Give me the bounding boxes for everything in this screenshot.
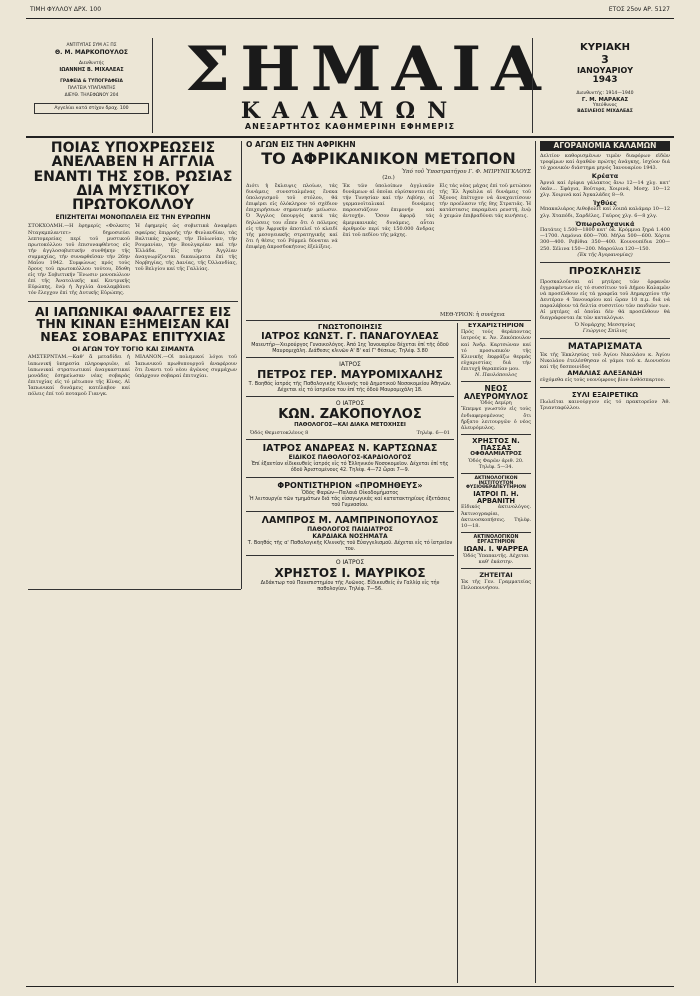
ad-panagouleas-body: Μαιευτήρ—Χειρούργος Γυναικολόγος. Ἀπό 1ης Ἰανουαρίου δέχεται ἐπί τῆς ὁδοῦ Μαυρομιχάλη. Διάθεσις κλινῶν Α' Β' καί Γ' θέσεως. Τηλέφ. 3.80 bbox=[251, 342, 449, 355]
owner-name: Θ. Μ. ΜΑΡΚΟΠΟΥΛΟΣ bbox=[55, 49, 128, 56]
subhead-monopoly: ΕΠΙΖΗΤΕΙΤΑΙ ΜΟΝΟΠΩΛΕΙΑ ΕΙΣ ΤΗΝ ΕΥΡΩΠΗΝ bbox=[55, 214, 211, 222]
sale-title: ΣΥΛΙ ΕΞΑΙΡΕΤΙΚΩ bbox=[571, 390, 639, 399]
ad-passas-body: Ὁδός Φαρῶν ἀριθ. 20. Τηλέφ. 5—34. bbox=[468, 457, 524, 470]
wanted-title: ΖΗΤΕΙΤΑΙ bbox=[479, 570, 513, 579]
ad-panagouleas-title: ΙΑΤΡΟΣ ΚΩΝΣΤ. Γ. ΠΑΝΑΓΟΥΛΕΑΣ bbox=[261, 331, 439, 342]
ad-kartsonas-body: Ἐπί ἐξαετίαν εἰδικευθείς ἰατρός εἰς τό Ἑλληνικόν Νοσοκομεῖον. Δέχεται ἐπί τῆς ὁδοῦ Ἀριστομένους 42. Τηλέφ. 4—72 ὥραι 7—9. bbox=[251, 461, 449, 474]
price-label: ΤΙΜΗ ΦΥΛΛΟΥ ΔΡΧ. 100 bbox=[30, 6, 102, 13]
africa-label: Ο ΑΓΩΝ ΕΙΣ ΤΗΝ ΑΦΡΙΚΗΝ bbox=[246, 141, 356, 149]
top-info-line bbox=[30, 6, 670, 16]
africa-col-a: Διότι ἡ ἔκλειψις πλοίων, τάς δυνάμεις συνεσταλμένας ἕνεκα ὑπολογισμοῦ τοῦ στόλου, θά ἐπιφέρει εἰς ὁλόκληρον τό σχέδιον ἐπιχειρήσεων σημαντικήν μείωσιν. Ὁ Ἄγγλος ὑπουργός κατά τάς δηλώσεις του εἶπεν ὅτι ὁ πόλεμος εἰς τήν Ἀφρικήν ἀποτελεῖ τό κλειδί τῆς μεσογειακῆς στρατηγικῆς καί ὅτι ἡ θέσις τοῦ Ρόμμελ δύναται νά ἐπιφέρῃ ἀπροσδοκήτους ἐξελίξεις. bbox=[246, 182, 338, 250]
ad-lamprinopoulos-body: Τ. Βοηθός τῆς α' Παθολογικῆς Κλινικῆς τοῦ Εὐαγγελισμοῦ. Δέχεται εἰς τό ἰατρεῖον του. bbox=[247, 539, 453, 552]
mast-divider-right bbox=[532, 38, 533, 133]
mill-title: ΝΕΟΣ ΑΛΕΥΡΟΜΥΛΟΣ bbox=[463, 384, 529, 401]
director-title: Διευθυντής bbox=[78, 61, 105, 66]
weddings-title: ΜΑΤΑΡΙΣΜΑΤΑ bbox=[567, 341, 643, 352]
market-footer: (Ἐκ τῆς Ἀγορανομίας) bbox=[577, 251, 633, 258]
thanks-title: ΕΥΧΑΡΙΣΤΗΡΙΟΝ bbox=[467, 323, 524, 329]
mill-body: Ἔπεμψε γνωστόν εἰς τούς ἐνδιαφερομένους ὅτι ἤρξατο λειτουργῶν ὁ νέος ἀλευρόμυλος. bbox=[461, 406, 531, 431]
ad-prometheus-sub: Ὁδός Φαρῶν—Παλαιά Οἰκοδομήματος bbox=[301, 489, 399, 496]
article-japan-col-a: ΑΜΣΤΕΡΝΤΑΜ.—Καθ' ἃ μεταδίδει ἡ ἰαπωνική ὑπηρεσία πληροφοριῶν, αἱ ἰαπωνικαί στρατιωτικαί ἀναγκαστικαί μονάδες ἐσημείωσαν νέας σοβαράς ἐπιτυχίας εἰς τό μέτωπον τῆς Κίνας. Αἱ Ἰαπωνικαί δυνάμεις κατέλαβον καί πόλεις ἐπί τοῦ ποταμοῦ Γιανγκ. bbox=[28, 354, 130, 397]
thanks-sign: Ν. Παυλόπουλος bbox=[475, 371, 517, 378]
divider-middle bbox=[457, 323, 458, 983]
market-meat-body: Ἀρνιά καί ἐρίφια γάλακτος ἄνω 12—14 χλγ. κατ' ὀκᾶν... Σφάγια, Βοῦτυρα, Χοιρινά, Μοσχ. 10—12 χλγ. Χοιρινά καί Ἀγκαλάδες 8—9. bbox=[540, 179, 670, 198]
column-right bbox=[540, 141, 670, 983]
ad-arvaniti-body: Εἰδικός ἀκτινολόγος. Ἀκτινογραφίαι, ἀκτινοσκοπήσεις. Τηλέφ. 10—18. bbox=[461, 504, 531, 529]
africa-byline: Ὑπό τοῦ Ὑποστρατήγου Γ. Φ. ΜΠΡΥΝΙΓΚΛΟΥΣ bbox=[401, 168, 531, 175]
ad-arvaniti-pre: ΑΚΤΙΝΟΛΟΓΙΚΟΝ ΙΝΣΤΙΤΟΥΤΟΝ ΦΥΣΙΟΘΕΡΑΠΕΥΤΗΡΙΟΝ bbox=[465, 475, 527, 491]
newspaper-tagline: ΑΝΕΞΑΡΤΗΤΟΣ ΚΑΘΗΜΕΡΙΝΗ ΕΦΗΜΕΡΙΣ bbox=[244, 122, 456, 131]
sale-body: Πωλεῖται καινούργιον εἰς τό πρακτορεῖον Ἀθ. Τριανταφύλλου. bbox=[540, 399, 670, 412]
ad-mavrikos-pre: Ο ΙΑΤΡΟΣ bbox=[335, 558, 365, 566]
market-veg-body: Πατάτες 1.500—1800 κατ' ὀκ. Κρόμμυα ξηρά 1.400—1700. Λεμόνια 600—700. Μήλα 500—600. Χόρτα 300—400. Ρεβίθια 350—400. Κουνουπίδια 200—250. Σέλινα 150—200. Μαρούλια 120—150. bbox=[540, 227, 670, 252]
masthead-bottom-rule bbox=[26, 136, 674, 138]
ad-mavromichalis-title: ΠΕΤΡΟΣ ΓΕΡ. ΜΑΥΡΟΜΙΧΑΛΗΣ bbox=[257, 368, 443, 382]
ad-kartsonas-sub: ΕΙΔΙΚΟΣ ΠΑΘΟΛΟΓΟΣ-ΚΑΡΔΙΟΛΟΓΟΣ bbox=[288, 454, 412, 462]
market-fish-body: Μπακαλιάρος Λιθοβολίτ καί λοιπά καλάμαρ 10—12 χλγ. Χταπόδι, Σαρδέλες, Γαῦρος χλγ. 6—8 χλγ. bbox=[540, 206, 670, 219]
ad-zakopoulos-pre: Ο ΙΑΤΡΟΣ bbox=[335, 400, 365, 408]
publisher-name: ΒΑΣΙΛΕΙΟΣ ΜΙΧΑΛΕΑΣ bbox=[577, 109, 633, 114]
divider-right bbox=[535, 141, 536, 983]
month: ΙΑΝΟΥΑΡΙΟΥ bbox=[576, 66, 634, 75]
weddings-body-2: εὐχόμεθα εἰς τούς νεονύμφους βίον ἀνθόσπαρτον. bbox=[540, 376, 666, 383]
africa-part: (2ο.) bbox=[382, 174, 395, 181]
article-britain-russia-col-b: Ἡ ἐφημερίς ὡς σοβιετικά ἀναφέρει σφαίρας ἐπιρροῆς τήν Φινλανδίαν, τάς Βαλτικάς χώρας, τήν Πολωνίαν, τήν Ρουμανίαν, τήν Βουλγαρίαν καί τήν Ἑλλάδα. Εἰς τήν Ἀγγλίαν ἀναγνωρίζονται δικαιώματα ἐπί τῆς Νορβηγίας, τῆς Δανίας, τῆς Ὀλλανδίας, τοῦ Βελγίου καί τῆς Γαλλίας. bbox=[135, 223, 237, 273]
bottom-rule bbox=[26, 986, 674, 987]
article-britain-russia-col-a: ΣΤΟΚΧΟΛΜΗ.—Η ἐφημερίς «Φολκετς Νταγκμπλαντετ» δημοσιεύει λεπτομερείας περί τοῦ μυστικοῦ πρωτοκόλλου τοῦ ἐπισυναφθέντος εἰς τήν ἀγγλοσοβιετικήν συνθήκην τῆς συμμαχίας, τήν συναφθεῖσαν τήν 26ην Μαΐου 1942. Συμφώνως πρός τούς ὅρους τοῦ πρωτοκόλλου τούτου, ἔδοθη εἰς τήν Σοβιετικήν Ἕνωσιν μονοπώλιον ἐπί τῆς Ἀνατολικῆς καί Κεντρικῆς Εὐρώπης, ἐνῷ ἡ Ἀγγλία ἀναλαμβάνει τόν ἔλεγχον ἐπί τῆς Δυτικῆς Εὐρώπης. bbox=[28, 223, 130, 297]
notice-label: ΓΝΩΣΤΟΠΟΙΗΣΙΣ bbox=[317, 323, 383, 331]
wanted-body: Ἐκ τῆς Γεν. Γραμματείας Πελοποννήσου. bbox=[461, 578, 531, 591]
africa-col-c: Εἰς τάς νέας μάχας ἐπί τοῦ μετώπου τῆς Ἐλ Ἀγκέιλα αἱ δυνάμεις τοῦ Ἄξονος ἐπέτυχον νά ἀναχαιτίσουν τήν προέλασιν τῆς 8ης Στρατιᾶς. Ἡ κατάστασις παραμένει ρευστή, ἐνῷ ὁ χειμών ἐπιβραδύνει τάς κινήσεις. bbox=[439, 182, 531, 220]
ad-passas-sub: ΟΦΘΑΛΜΙΑΤΡΟΣ bbox=[470, 451, 522, 458]
market-fish-head: Ἰχθύες bbox=[593, 198, 617, 207]
mast-divider-left bbox=[152, 38, 153, 133]
divider-col1 bbox=[241, 141, 242, 589]
newspaper-subtitle: ΚΑΛΑΜΩΝ bbox=[240, 98, 460, 124]
masthead-right bbox=[540, 42, 670, 115]
africa-continued: ΜΕΘ·ΥΡΙΟΝ: ἡ συνέχεια bbox=[440, 312, 505, 318]
ad-lamprinopoulos-title: ΛΑΜΠΡΟΣ Μ. ΛΑΜΠΡΙΝΟΠΟΥΛΟΣ bbox=[261, 514, 439, 526]
ad-mavrikos-body: Διδάκτωρ τοῦ Πανεπιστημίου τῆς Λυῶνος. Εἰδικευθείς ἐν Γαλλίᾳ εἰς τήν παθολογίαν. Τηλέφ. 7—56. bbox=[260, 579, 440, 593]
day-number: 3 bbox=[601, 53, 609, 66]
africa-bottom-rule bbox=[246, 320, 531, 321]
ad-lamprinopoulos-sub2: ΚΑΡΔΙΑΚΑ ΝΟΣΗΜΑΤΑ bbox=[312, 532, 388, 540]
weddings-body: Ἐκ τῆς Ἐκκλησίας τοῦ Ἁγίου Νικολάου κ. Ἀγίου Νικολάου ἐτελέσθησαν οἱ γάμοι τοῦ κ. Διονυσίου καί τῆς δεσποινίδος bbox=[540, 351, 670, 371]
column-middle-right bbox=[461, 323, 531, 983]
ad-zakopoulos-address: Ὁδός Θεμιστοκλέους 8 bbox=[250, 430, 309, 437]
newspaper-title: ΣΗΜΑΙΑ bbox=[185, 33, 551, 106]
ad-arvaniti-title: ΙΑΤΡΟΙ Π. Η. ΑΡΒΑΝΙΤΗ bbox=[473, 489, 519, 505]
offices-line-1: ΓΡΑΦΕΙΑ & ΤΥΠΟΓΡΑΦΕΙΑ bbox=[60, 79, 123, 84]
founder-line: Διευθυντής: 1914—1940 bbox=[576, 91, 634, 96]
thanks-body: Πρός τούς θεράποντας ἰατρούς κ. Ἀν. Ζακόπουλον καί Ἀνδρ. Καρτσώναν καί τό προσωπικόν τῆς Κλινικῆς ἐκφράζω θερμάς εὐχαριστίας διά τήν ἐπιτυχῆ θεραπείαν μου. bbox=[461, 329, 531, 372]
weekday: ΚΥΡΙΑΚΗ bbox=[580, 42, 630, 53]
year: 1943 bbox=[592, 75, 618, 85]
ad-psarrea-body: Ὁδός Ὑπαπαντῆς. Δέχεται καθ' ἑκάστην. bbox=[463, 552, 529, 565]
publisher-title: Υπεύθυνος bbox=[592, 103, 618, 108]
ad-kartsonas-title: ΙΑΤΡΟΣ ΑΝΔΡΕΑΣ Ν. ΚΑΡΤΣΩΝΑΣ bbox=[262, 443, 438, 455]
market-intro: Δελτίον καθορισμένων τιμῶν διαφόρων εἰδῶν τροφίμων καί ἀγαθῶν πρώτης ἀνάγκης, ἰσχύον διά τό χρονικόν διάστημα μηνός Ἰανουαρίου 1943. bbox=[540, 152, 670, 171]
director-name: ΙΩΑΝΝΗΣ Β. ΜΙΧΑΛΕΑΣ bbox=[59, 67, 124, 73]
ad-zakopoulos-sub: ΠΑΘΟΛΟΓΟΣ—ΚΑΙ ΔΙΑΚΑ ΜΕΤΟΧΗΣΕΙ bbox=[294, 422, 406, 429]
ad-mavromichalis-pre: ΙΑΤΡΟΣ bbox=[339, 361, 361, 369]
market-section-title: ΑΓΟΡΑΝΟΜΙΑ ΚΑΛΑΜΩΝ bbox=[540, 141, 670, 151]
ad-zakopoulos-title: ΚΩΝ. ΖΑΚΟΠΟΥΛΟΣ bbox=[278, 407, 422, 423]
africa-headline: ΤΟ ΑΦΡΙΚΑΝΙΚΟΝ ΜΕΤΩΠΟΝ bbox=[261, 148, 516, 168]
article-japan-col-b: ΜΙΛΑΝΟΝ.—Οἱ πολεμικοί λόγοι τοῦ Ἰαπωνικοῦ πρωθυπουργοῦ ἀναφέρουν ὅτι ἔναντι τοῦ νέου ἀγῶνος συμμάχων ὑπάρχουν σοβαραί ἐπιτυχίαι. bbox=[135, 354, 237, 379]
mill-sub: Ὁδός Δεμίρη bbox=[480, 400, 512, 407]
article-africa bbox=[246, 141, 531, 311]
notice-body: Προσκαλοῦνται αἱ μητέρες τῶν ὀρφανῶν ἐγγραφέντων εἰς τό συσσίτιον τοῦ Δήμου Καλαμῶν νά προσέλθουν εἰς τά γραφεῖα τοῦ Δημαρχείου τήν Δευτέραν 4 Ἰανουαρίου καί ὥραν 10 π.μ. διά νά παραλάβουν τά δελτία συσσιτίου τῶν παιδιῶν των. Αἱ μητέρες αἱ ὁποῖαι δέν θά προσέλθουν θά διαγράφονται ἐκ τῶν καταλόγων. bbox=[540, 278, 670, 322]
ad-psarrea-pre: ΑΚΤΙΝΟΛΟΓΙΚΟΝ ΕΡΓΑΣΤΗΡΙΟΝ bbox=[473, 534, 519, 545]
left-lower-rule bbox=[28, 589, 241, 590]
ad-mavrikos-title: ΧΡΗΣΤΟΣ Ι. ΜΑΥΡΙΚΟΣ bbox=[274, 565, 426, 580]
masthead-left bbox=[34, 42, 149, 114]
ad-passas-title: ΧΡΗΣΤΟΣ Ν. ΠΑΣΣΑΣ bbox=[472, 436, 520, 452]
headline-japan-china: ΑΙ ΙΑΠΩΝΙΚΑΙ ΦΑΛΑΓΓΕΣ ΕΙΣ ΤΗΝ ΚΙΝΑΝ ΕΞΗΜΕΙΣΑΝ ΚΑΙ ΝΕΑΣ ΣΟΒΑΡΑΣ ΕΠΙΤΥΧΙΑΣ bbox=[34, 303, 232, 345]
ad-psarrea-title: ΙΩΑΝ. Ι. ΨΑΡΡΕΑ bbox=[463, 544, 529, 553]
ad-prometheus-body: Ἡ λειτουργία τῶν τμημάτων διά τάς εἰσαγωγικάς καί κατατακτηρίους ἐξετάσεις τοῦ Γυμνασίου. bbox=[249, 495, 451, 508]
ad-lamprinopoulos-sub: ΠΑΘΟΛΟΓΟΣ ΠΑΙΔΙΑΤΡΟΣ bbox=[307, 525, 393, 533]
offices-line-3: ΔΙΕΥΘ. ΤΗΛΕΦΩΝΟΥ 204 bbox=[64, 93, 119, 98]
founder-name: Γ. Μ. ΜΑΡΑΚΑΣ bbox=[581, 97, 629, 103]
column-left-news bbox=[28, 141, 238, 556]
subhead-tokyo: ΟΙ ΑΓΩΝ ΤΟΥ ΤΟΓΙΟ ΚΑΙ ΣΙΜΑΝΤΑ bbox=[72, 344, 194, 353]
ad-zakopoulos-phone: Τηλέφ. 6—01 bbox=[416, 430, 450, 437]
headline-britain-russia: ΠΟΙΑΣ ΥΠΟΧΡΕΩΣΕΙΣ ΑΝΕΛΑΒΕΝ Η ΑΓΓΛΙΑ ΕΝΑΝΤΙ ΤΗΣ ΣΟΒ. ΡΩΣΙΑΣ ΔΙΑ ΜΥΣΤΙΚΟΥ ΠΡΩΤΟΚΟΛΛΟΥ bbox=[33, 141, 233, 214]
offices-line-2: ΠΛΑΤΕΙΑ ΥΠΑΠΑΝΤΗΣ bbox=[67, 86, 116, 91]
top-rule bbox=[26, 18, 674, 19]
market-veg-head: Ὀπωρολαχανικά bbox=[575, 219, 635, 228]
column-middle-ads bbox=[246, 323, 454, 983]
owner-title: ΑΝΤΙΤΥΠΑΣ ΣΥΜ ΑΞ ΠΣ bbox=[66, 43, 117, 48]
notice-title: ΠΡΟΣΚΛΗΣΙΣ bbox=[568, 265, 642, 277]
ads-note: Αγγελίαι κατά στίχον δραχ. 100 bbox=[34, 103, 149, 114]
market-meat-head: Κρέατα bbox=[591, 171, 619, 180]
notice-name: Γεώργιος Σπίλιος bbox=[582, 327, 628, 334]
ad-prometheus-title: ΦΡΟΝΤΙΣΤΗΡΙΟΝ «ΠΡΟΜΗΘΕΥΣ» bbox=[277, 480, 423, 490]
notice-signer: Ὁ Νομάρχης Μεσσηνίας bbox=[574, 321, 636, 328]
issue-number: ΕΤΟΣ 25ον ΑΡ. 5127 bbox=[608, 6, 670, 13]
weddings-name: ΑΜΑΛΙΑΣ ΑΛΕΞΑΝΔΗ bbox=[567, 369, 643, 378]
ad-mavromichalis-body: Τ. Βοηθός ἰατρός τῆς Παθολογικῆς Κλινικῆς τοῦ Δημοτικοῦ Νοσοκομείου Ἀθηνῶν. Δέχεται εἰς τό ἰατρεῖον του ἐπί τῆς ὁδοῦ Μαυρομιχάλη 18. bbox=[248, 381, 452, 394]
africa-col-b: Ἐκ τῶν ὑπολοίπων ἀγγλικῶν δυνάμεων αἱ ὁποῖαι εὑρίσκονται εἰς τήν Τυνησίαν καί τήν Λιβύην, αἱ γερμανοϊταλικαί δυνάμεις παρουσιάζουν ἐπιμονήν καί ἀντοχήν. Ὅσον ἀφορᾷ τάς ἀμερικανικάς δυνάμεις, αὗται ἀριθμοῦν περί τάς 150.000 ἄνδρας ἐπί τοῦ πεδίου τῆς μάχης. bbox=[342, 182, 435, 238]
